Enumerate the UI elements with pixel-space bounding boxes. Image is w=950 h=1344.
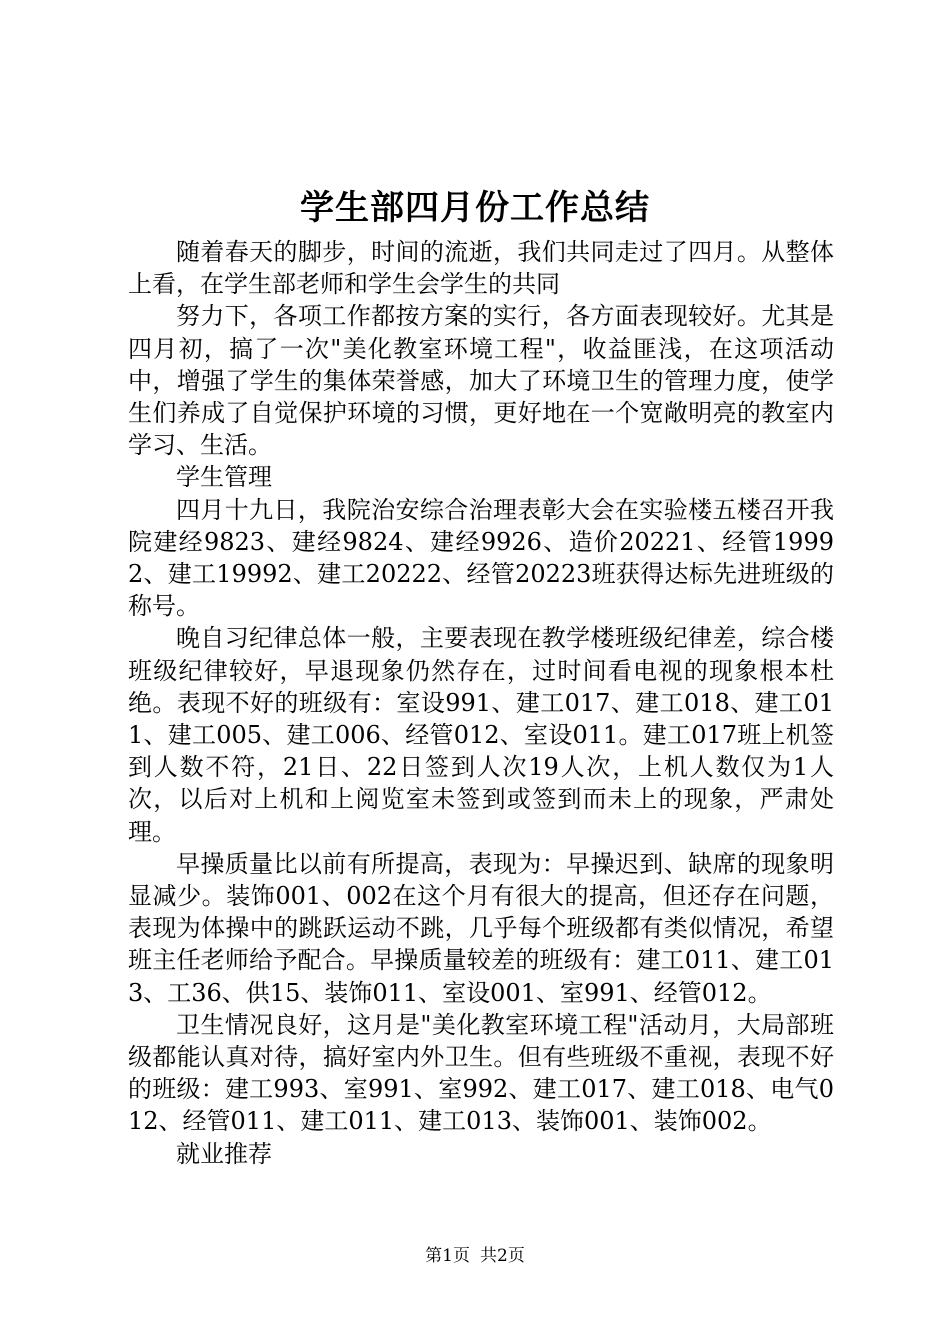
page-footer [0, 1244, 950, 1268]
paragraph-award: 四月十九日，我院治安综合治理表彰大会在实验楼五楼召开我院建经9823、建经9824、建经9926、造价20221、经管19992、建工19992、建工20222、经管20223班获得达标先进班级的称号。 [128, 495, 834, 621]
paragraph-effort: 努力下，各项工作都按方案的实行，各方面表现较好。尤其是四月初，搞了一次"美化教室环境工程"，收益匪浅，在这项活动中，增强了学生的集体荣誉感，加大了环境卫生的管理力度，使学生们养成了自觉保护环境的习惯，更好地在一个宽敞明亮的教室内学习、生活。 [128, 302, 834, 460]
paragraph-intro: 随着春天的脚步，时间的流逝，我们共同走过了四月。从整体上看，在学生部老师和学生会学生的共同 [128, 238, 834, 299]
section-heading-student-management: 学生管理 [176, 463, 272, 492]
paragraph-morning-exercise: 早操质量比以前有所提高，表现为：早操迟到、缺席的现象明显减少。装饰001、002在这个月有很大的提高，但还存在问题，表现为体操中的跳跃运动不跳，几乎每个班级都有类似情况，希望班主任老师给予配合。早操质量较差的班级有：建工011、建工013、工36、供15、装饰011、室设001、室991、经管012。 [128, 849, 834, 1007]
section-heading-employment: 就业推荐 [176, 1139, 272, 1168]
document-title: 学生部四月份工作总结 [300, 188, 650, 228]
paragraph-evening-study: 晚自习纪律总体一般，主要表现在教学楼班级纪律差，综合楼班级纪律较好，早退现象仍然存在，过时间看电视的现象根本杜绝。表现不好的班级有：室设991、建工017、建工018、建工011、建工005、建工006、经管012、室设011。建工017班上机签到人数不符，21日、22日签到人次19人次，上机人数仅为1人次，以后对上机和上阅览室未签到或签到而未上的现象，严肃处理。 [128, 624, 834, 846]
page-total: 共2页 [480, 1246, 525, 1266]
page-number: 第1页 [425, 1246, 470, 1266]
document-body [128, 236, 834, 1170]
paragraph-hygiene: 卫生情况良好，这月是"美化教室环境工程"活动月，大局部班级都能认真对待，搞好室内外卫生。但有些班级不重视，表现不好的班级：建工993、室991、室992、建工017、建工018、电气012、经管011、建工011、建工013、装饰001、装饰002。 [128, 1010, 834, 1136]
